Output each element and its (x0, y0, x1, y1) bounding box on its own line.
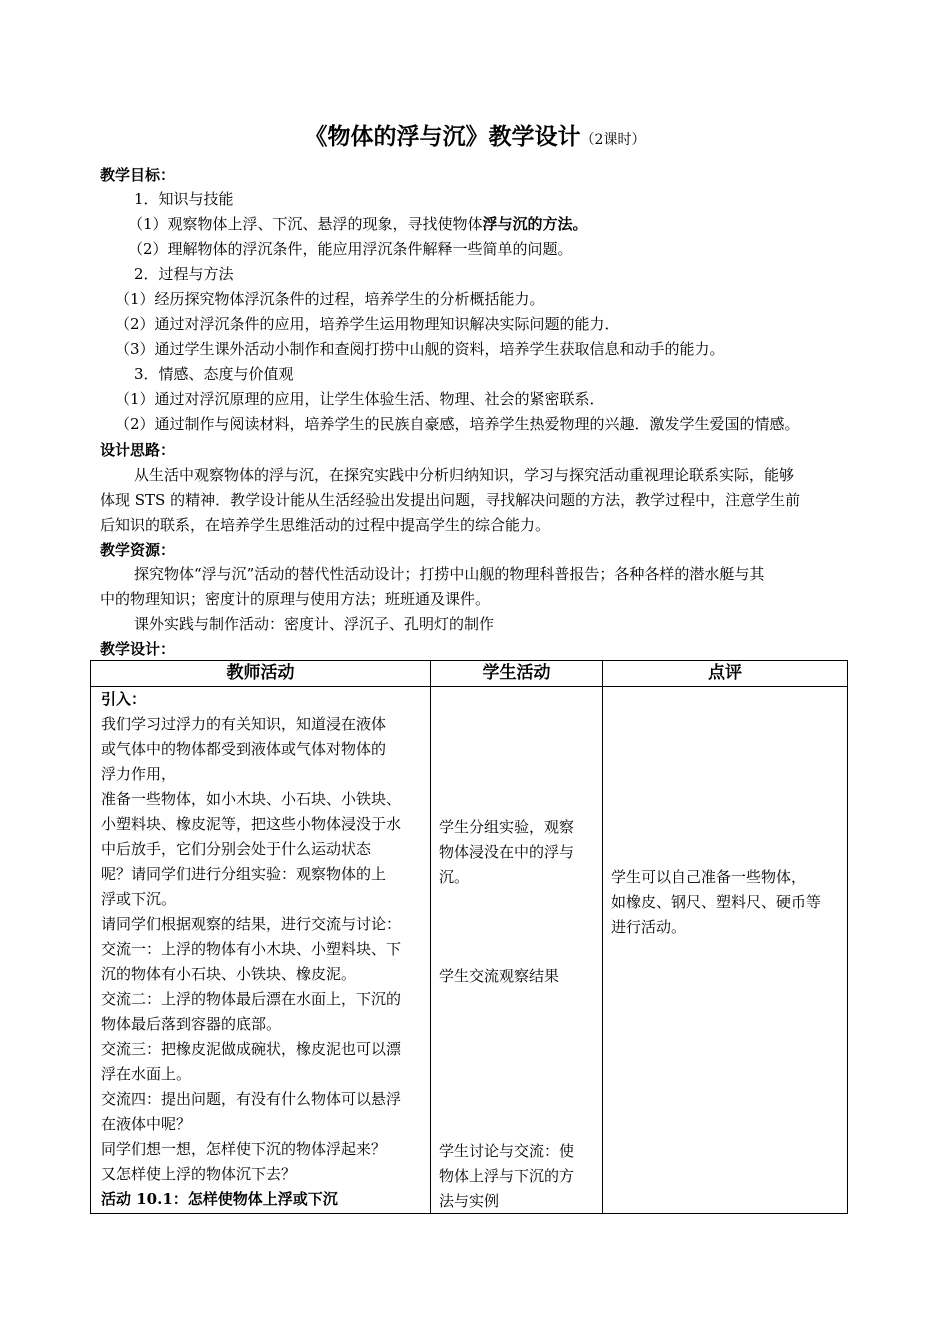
student-line: 沉。 (439, 868, 470, 886)
comment-line: 学生可以自己准备一些物体， (611, 868, 807, 886)
comment-line: 如橡皮、钢尺、塑料尺、硬币等 (611, 893, 822, 911)
objective-section-3: 3．情感、态度与价值观 (134, 365, 294, 383)
teacher-line: 呢？请同学们进行分组实验：观察物体的上 (101, 865, 387, 883)
teacher-line: 浮力作用， (101, 765, 177, 783)
objective-2-3: （3）通过学生课外活动小制作和查阅打捞中山舰的资料，培养学生获取信息和动手的能力。 (115, 340, 725, 358)
teacher-line: 交流四：提出问题，有没有什么物体可以悬浮 (101, 1090, 402, 1108)
teacher-activity-cell (91, 687, 431, 1214)
teacher-line: 又怎样使上浮的物体沉下去？ (101, 1165, 297, 1183)
objectives-heading: 教学目标： (100, 166, 176, 184)
objective-2-2: （2）通过对浮沉条件的应用，培养学生运用物理知识解决实际问题的能力． (115, 315, 620, 333)
objective-3-2: （2）通过制作与阅读材料，培养学生的民族自豪感，培养学生热爱物理的兴趣．激发学生爱国的情感。 (115, 415, 800, 433)
resources-line-3: 课外实践与制作活动：密度计、浮沉子、孔明灯的制作 (134, 615, 495, 633)
comment-cell (603, 687, 848, 1214)
teacher-line: 同学们想一想，怎样使下沉的物体浮起来？ (101, 1140, 387, 1158)
resources-line-2: 中的物理知识；密度计的原理与使用方法；班班通及课件。 (100, 590, 491, 608)
student-line: 物体上浮与下沉的方 (439, 1167, 575, 1185)
teacher-line: 在液体中呢？ (101, 1115, 192, 1133)
student-line: 物体浸没在中的浮与 (439, 843, 575, 861)
teacher-line: 或气体中的物体都受到液体或气体对物体的 (101, 740, 387, 758)
activity-title: 活动 10.1：怎样使物体上浮或下沉 (101, 1190, 338, 1208)
table-header-row (91, 661, 848, 687)
comment-line: 进行活动。 (611, 918, 687, 936)
objective-1-1: （1）观察物体上浮、下沉、悬浮的现象，寻找使物体浮与沉的方法。 (128, 215, 588, 233)
teacher-line: 我们学习过浮力的有关知识，知道浸在液体 (101, 715, 387, 733)
teacher-line: 沉的物体有小石块、小铁块、橡皮泥。 (101, 965, 357, 983)
title-sub: （2课时） (580, 132, 646, 148)
student-activity-cell (431, 687, 603, 1214)
teacher-line: 浮或下沉。 (101, 890, 177, 908)
teacher-line: 小塑料块、橡皮泥等，把这些小物体浸没于水 (101, 815, 402, 833)
teacher-line: 浮在水面上。 (101, 1065, 192, 1083)
header-teacher-activity: 教师活动 (91, 661, 431, 687)
table-row (91, 687, 848, 1214)
thinking-line-2: 体现 STS 的精神．教学设计能从生活经验出发提出问题，寻找解决问题的方法，教学过程中，注意学生前 (100, 491, 801, 509)
design-table (90, 660, 848, 1214)
title-main: 《物体的浮与沉》教学设计 (304, 123, 581, 150)
teacher-line: 物体最后落到容器的底部。 (101, 1015, 282, 1033)
teacher-line: 引入： (101, 690, 147, 708)
student-line: 学生分组实验，观察 (439, 818, 575, 836)
design-heading: 教学设计： (100, 640, 176, 658)
thinking-heading: 设计思路： (100, 441, 176, 459)
student-line: 学生讨论与交流：使 (439, 1142, 575, 1160)
teacher-line: 中后放手，它们分别会处于什么运动状态 (101, 840, 372, 858)
thinking-line-1: 从生活中观察物体的浮与沉，在探究实践中分析归纳知识，学习与探究活动重视理论联系实际，能够 (134, 466, 795, 484)
objective-2-1: （1）经历探究物体浮沉条件的过程，培养学生的分析概括能力。 (115, 290, 545, 308)
student-line: 学生交流观察结果 (439, 967, 560, 985)
header-comment: 点评 (603, 661, 848, 687)
resources-heading: 教学资源： (100, 541, 176, 559)
objective-section-1: 1．知识与技能 (134, 190, 234, 208)
teacher-line: 准备一些物体，如小木块、小石块、小铁块、 (101, 790, 402, 808)
teacher-line: 交流一：上浮的物体有小木块、小塑料块、下 (101, 940, 402, 958)
teacher-line: 交流二：上浮的物体最后漂在水面上，下沉的 (101, 990, 402, 1008)
student-line: 法与实例 (439, 1192, 500, 1210)
document-title (0, 122, 950, 155)
objective-1-2: （2）理解物体的浮沉条件，能应用浮沉条件解释一些简单的问题。 (128, 240, 573, 258)
objective-3-1: （1）通过对浮沉原理的应用，让学生体验生活、物理、社会的紧密联系． (115, 390, 605, 408)
header-student-activity: 学生活动 (431, 661, 603, 687)
thinking-line-3: 后知识的联系，在培养学生思维活动的过程中提高学生的综合能力。 (100, 516, 551, 534)
objective-section-2: 2．过程与方法 (134, 265, 234, 283)
teacher-line: 交流三：把橡皮泥做成碗状，橡皮泥也可以漂 (101, 1040, 402, 1058)
teacher-line: 请同学们根据观察的结果，进行交流与讨论： (101, 915, 402, 933)
resources-line-1: 探究物体“浮与沉”活动的替代性活动设计；打捞中山舰的物理科普报告；各种各样的潜水艇与其 (134, 565, 765, 583)
